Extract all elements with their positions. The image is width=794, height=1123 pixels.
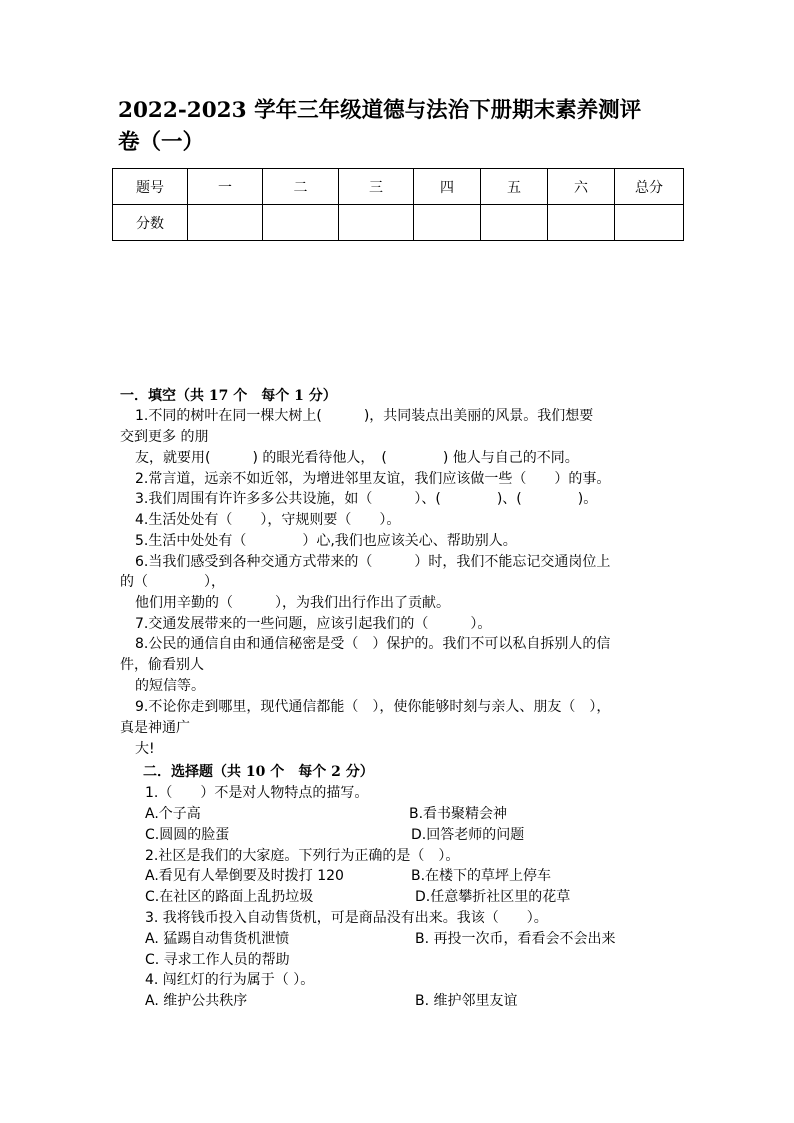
option-c[interactable]: C.圆圆的脸蛋: [145, 827, 230, 843]
header-cell: 二: [263, 169, 339, 205]
fill-line: 的短信等。: [135, 678, 205, 694]
score-cell[interactable]: [481, 205, 548, 241]
option-d[interactable]: D.回答老师的问题: [411, 827, 525, 843]
option-d[interactable]: D.任意攀折社区里的花草: [415, 889, 571, 905]
option-b[interactable]: B. 维护邻里友谊: [415, 993, 518, 1009]
fill-line: 2.常言道，远亲不如近邻，为增进邻里友谊，我们应该做一些（ ）的事。: [135, 471, 611, 487]
option-a[interactable]: A.看见有人晕倒要及时拨打 120: [145, 868, 344, 884]
fill-line: 8.公民的通信自由和通信秘密是受（ ）保护的。我们不可以私自拆别人的信: [135, 636, 611, 652]
score-cell[interactable]: [339, 205, 414, 241]
score-table: [112, 168, 684, 241]
option-b[interactable]: B. 再投一次币，看看会不会出来: [415, 931, 616, 947]
fill-line: 他们用辛勤的（ ），为我们出行作出了贡献。: [135, 595, 450, 611]
fill-line: 大!: [135, 741, 155, 757]
score-table-score-row: [113, 205, 684, 241]
section-2-heading: 二．选择题（共 10 个 每个 2 分）: [143, 764, 374, 780]
fill-line: 5.生活中处处有（ ）心,我们也应该关心、帮助别人。: [135, 533, 517, 549]
page-title: [118, 95, 698, 159]
header-cell: 三: [339, 169, 414, 205]
score-cell[interactable]: [548, 205, 615, 241]
fill-line: 4.生活处处有（ ），守规则要（ ）。: [135, 512, 401, 528]
fill-line: 友，就要用( ) 的眼光看待他人， ( ) 他人与自己的不同。: [135, 450, 579, 466]
option-c[interactable]: C.在社区的路面上乱扔垃圾: [145, 889, 314, 905]
section-1-heading: 一．填空（共 17 个 每个 1 分）: [120, 388, 337, 404]
score-cell[interactable]: [188, 205, 263, 241]
option-b[interactable]: B.看书聚精会神: [409, 806, 508, 822]
option-c[interactable]: C. 寻求工作人员的帮助: [145, 952, 290, 968]
option-a[interactable]: A.个子高: [145, 806, 201, 822]
header-cell: 五: [481, 169, 548, 205]
header-cell: 四: [414, 169, 481, 205]
title-line-1: 2022-2023 学年三年级道德与法治下册期末素养测评: [118, 98, 642, 123]
header-cell: 题号: [113, 169, 188, 205]
fill-line: 的（ ），: [120, 574, 225, 590]
option-a[interactable]: A. 维护公共秩序: [145, 993, 248, 1009]
fill-line: 真是神通广: [120, 720, 190, 736]
fill-line: 件，偷看别人: [120, 657, 204, 673]
fill-line: 1.不同的树叶在同一棵大树上( )，共同装点出美丽的风景。我们想要: [135, 408, 594, 424]
fill-line: 7.交通发展带来的一些问题，应该引起我们的（ ）。: [135, 616, 492, 632]
title-line-2: 卷（一）: [118, 130, 205, 155]
question-line: 4. 闯红灯的行为属于（ ）。: [145, 972, 315, 988]
fill-line: 9.不论你走到哪里，现代通信都能（ ），使你能够时刻与亲人、朋友（ ），: [135, 699, 611, 715]
fill-line: 6.当我们感受到各种交通方式带来的（ ）时，我们不能忘记交通岗位上: [135, 554, 611, 570]
score-table-header-row: [113, 169, 684, 205]
fill-line: 3.我们周围有许许多多公共设施，如（ ）、( )、( )。: [135, 491, 598, 507]
header-cell: 一: [188, 169, 263, 205]
score-cell[interactable]: [615, 205, 684, 241]
fill-line: 交到更多 的朋: [120, 429, 209, 445]
option-b[interactable]: B.在楼下的草坪上停车: [411, 868, 552, 884]
question-line: 2.社区是我们的大家庭。下列行为正确的是（ ）。: [145, 848, 460, 864]
header-cell: 总分: [615, 169, 684, 205]
score-cell[interactable]: [263, 205, 339, 241]
row-label: 分数: [113, 205, 188, 241]
question-line: 3. 我将钱币投入自动售货机，可是商品没有出来。我该（ ）。: [145, 910, 548, 926]
header-cell: 六: [548, 169, 615, 205]
option-a[interactable]: A. 猛踢自动售货机泄愤: [145, 931, 290, 947]
question-line: 1.（ ）不是对人物特点的描写。: [145, 785, 369, 801]
score-cell[interactable]: [414, 205, 481, 241]
